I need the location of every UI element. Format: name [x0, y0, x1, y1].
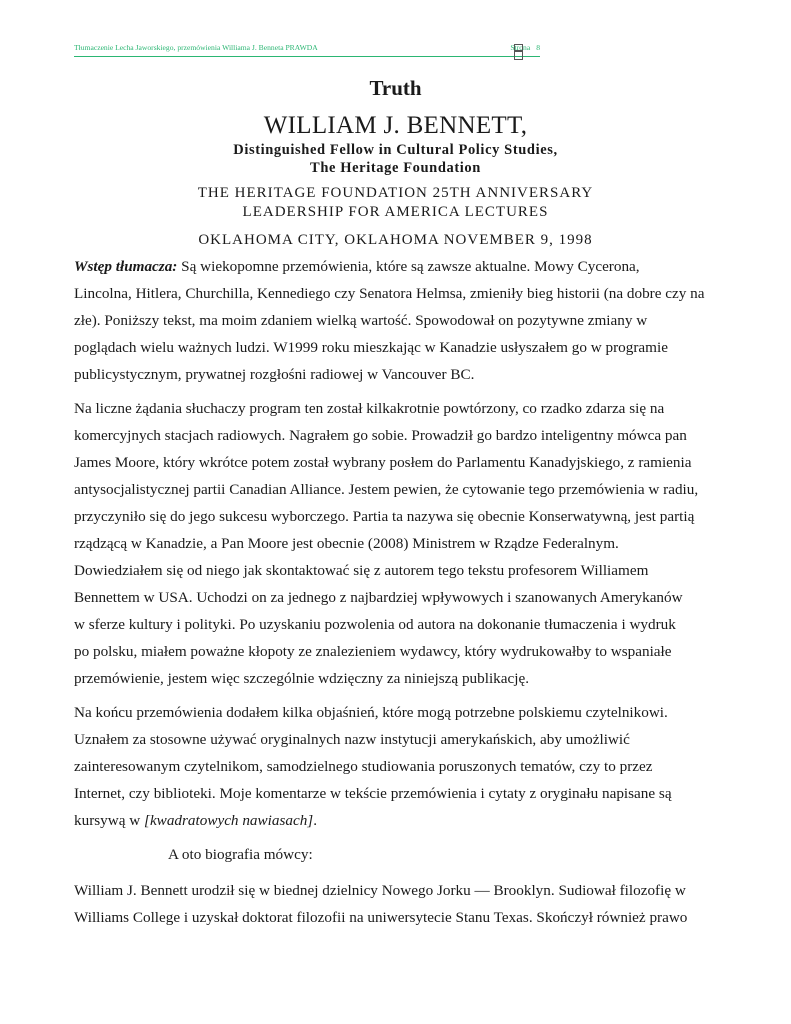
- paragraph-translator-intro: Wstęp tłumacza: Są wiekopomne przemówienia, które są zawsze aktualne. Mowy Cycerona, Lincolna, Hitlera, Churchilla, Kennediego czy Senatora Helmsa, zmieniły bieg historii (na dobre czy na złe). Poniższy tekst, ma moim zdaniem wielką wartość. Spowodował on pozytywne zmiany w poglądach wielu ważnych ludzi. W1999 roku mieszkając w Kanadzie usłyszałem go w programie publicystycznym, prywatnej rozgłośni radiowej w Vancouver BC.: [74, 258, 705, 383]
- paragraph-biography: William J. Bennett urodził się w biednej dzielnicy Nowego Jorku — Brooklyn. Sudiował filozofię w Williams College i uzyskał doktorat filozofii na uniwersytecie Stanu Texas. Skończył również prawo: [74, 882, 688, 926]
- document-body: [74, 253, 724, 938]
- translator-intro-label: Wstęp tłumacza:: [74, 258, 178, 275]
- paragraph-radio-program: Na liczne żądania słuchaczy program ten został kilkakrotnie powtórzony, co rzadko zdarza się na komercyjnych stacjach radiowych. Nagrałem go sobie. Prowadził go bardzo inteligentny mówca pan James Moore, który wkrótce potem został wybrany posłem do Parlamentu Kanadyjskiego, z ramienia antysocjalistycznej partii Canadian Alliance. Jestem pewien, że cytowanie tego przemówienia w radiu, przyczyniło się do jego sukcesu wyborczego. Partia ta nazywa się obecnie Konserwatywną, jest partią rządzącą w Kanadzie, a Pan Moore jest obecnie (2008) Ministrem w Rządze Federalnym. Dowiedziałem się od niego jak skontaktować się z autorem tego tekstu profesorem Williamem Bennettem w USA. Uchodzi on za jednego z najbardziej wpływowych i szanowanych Amerykanów w sferze kultury i polityki. Po uzyskaniu pozwolenia od autora na dokonanie tłumaczenia i wydruk po polsku, miałem poważne kłopoty ze znalezieniem wydawcy, który wydrukowałby to wspaniałe przemówienie, jestem więc szczególnie wdzięczny za niniejszą publikację.: [74, 400, 699, 687]
- paragraph-explanations: Na końcu przemówienia dodałem kilka objaśnień, które mogą potrzebne polskiemu czytelnikowi. Uznałem za stosowne używać oryginalnych nazw instytucji amerykańskich, aby umożliwić zainteresowanym czytelnikom, samodzielnego studiowania poruszonych tematów, czy to przez Internet, czy biblioteki. Moje komentarze w tekście przemówienia i cytaty z oryginału napisane są kursywą w [kwadratowych nawiasach].: [74, 704, 672, 829]
- document-title: Truth: [369, 76, 422, 100]
- page-label: Strona: [510, 43, 531, 52]
- running-header-title: Tłumaczenie Lecha Jaworskiego, przemówienia Williama J. Benneta PRAWDA: [74, 43, 318, 52]
- event-place-date: OKLAHOMA CITY, OKLAHOMA NOVEMBER 9, 1998: [198, 232, 593, 248]
- speaker-affiliation-line1: Distinguished Fellow in Cultural Policy Studies,: [233, 142, 558, 158]
- event-title-line1: THE HERITAGE FOUNDATION 25TH ANNIVERSARY: [197, 185, 594, 201]
- page-number: 8: [536, 43, 540, 52]
- page-break-marker-icon: [514, 44, 523, 60]
- speaker-name: WILLIAM J. BENNETT,: [263, 112, 528, 139]
- event-title-line2: LEADERSHIP FOR AMERICA LECTURES: [242, 204, 549, 220]
- running-header: [74, 40, 540, 57]
- paragraph-bio-intro: A oto biografia mówcy:: [168, 846, 313, 863]
- speaker-affiliation-line2: The Heritage Foundation: [310, 160, 481, 176]
